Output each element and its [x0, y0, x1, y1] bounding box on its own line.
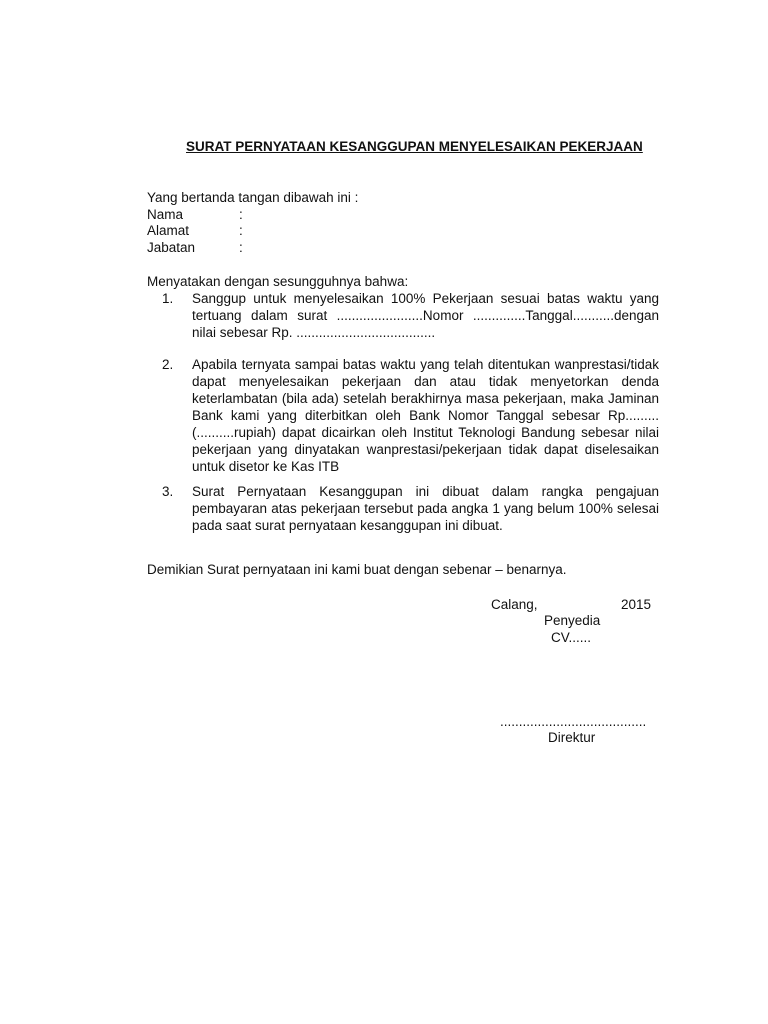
item-number: 1.: [162, 291, 174, 306]
signature-place: Calang,: [491, 597, 538, 612]
field-alamat: [147, 222, 243, 239]
signature-line: .......................................: [500, 714, 647, 729]
signature-position: Direktur: [548, 730, 596, 745]
statement-text: Menyatakan dengan sesungguhnya bahwa:: [147, 274, 409, 289]
item-text: Surat Pernyataan Kesanggupan ini dibuat dalam rangka pengajuan pembayaran atas pekerjaan tersebut pada angka 1 yang belum 100% selesai pada saat surat pernyataan kesanggupan ini dibuat.: [192, 484, 659, 533]
signature-year: 2015: [621, 597, 652, 612]
item-number: 2.: [162, 357, 174, 372]
item-text: Sanggup untuk menyelesaikan 100% Pekerjaan sesuai batas waktu yang tertuang dalam surat .......................Nomor ..............Tanggal...........dengan nilai sebesar Rp. .....................................: [192, 291, 659, 340]
field-separator: :: [239, 223, 243, 238]
field-label: Alamat: [147, 223, 190, 238]
intro-text: Yang bertanda tangan dibawah ini :: [147, 190, 359, 205]
closing-text: Demikian Surat pernyataan ini kami buat dengan sebenar – benarnya.: [147, 562, 567, 577]
field-label: Jabatan: [147, 240, 196, 255]
signature-company: CV......: [551, 630, 592, 645]
signature-role: Penyedia: [544, 613, 601, 628]
field-separator: :: [239, 240, 243, 255]
field-jabatan: [147, 239, 243, 256]
item-number: 3.: [162, 484, 174, 499]
item-text: Apabila ternyata sampai batas waktu yang telah ditentukan wanprestasi/tidak dapat menyelesaikan pekerjaan dan atau tidak menyetorkan denda keterlambatan (bila ada) setelah berakhirnya masa pekerjaan, maka Jaminan Bank kami yang diterbitkan oleh Bank Nomor Tanggal sebesar Rp......... (..........rupiah) dapat dicairkan oleh Institut Teknologi Bandung sebesar nilai pekerjaan yang dinyatakan wanprestasi/pekerjaan tidak dapat diselesaikan untuk disetor ke Kas ITB: [192, 357, 659, 474]
field-separator: :: [239, 207, 243, 222]
document-title: SURAT PERNYATAAN KESANGGUPAN MENYELESAIKAN PEKERJAAN: [186, 139, 643, 154]
field-nama: [147, 206, 243, 223]
field-label: Nama: [147, 207, 184, 222]
